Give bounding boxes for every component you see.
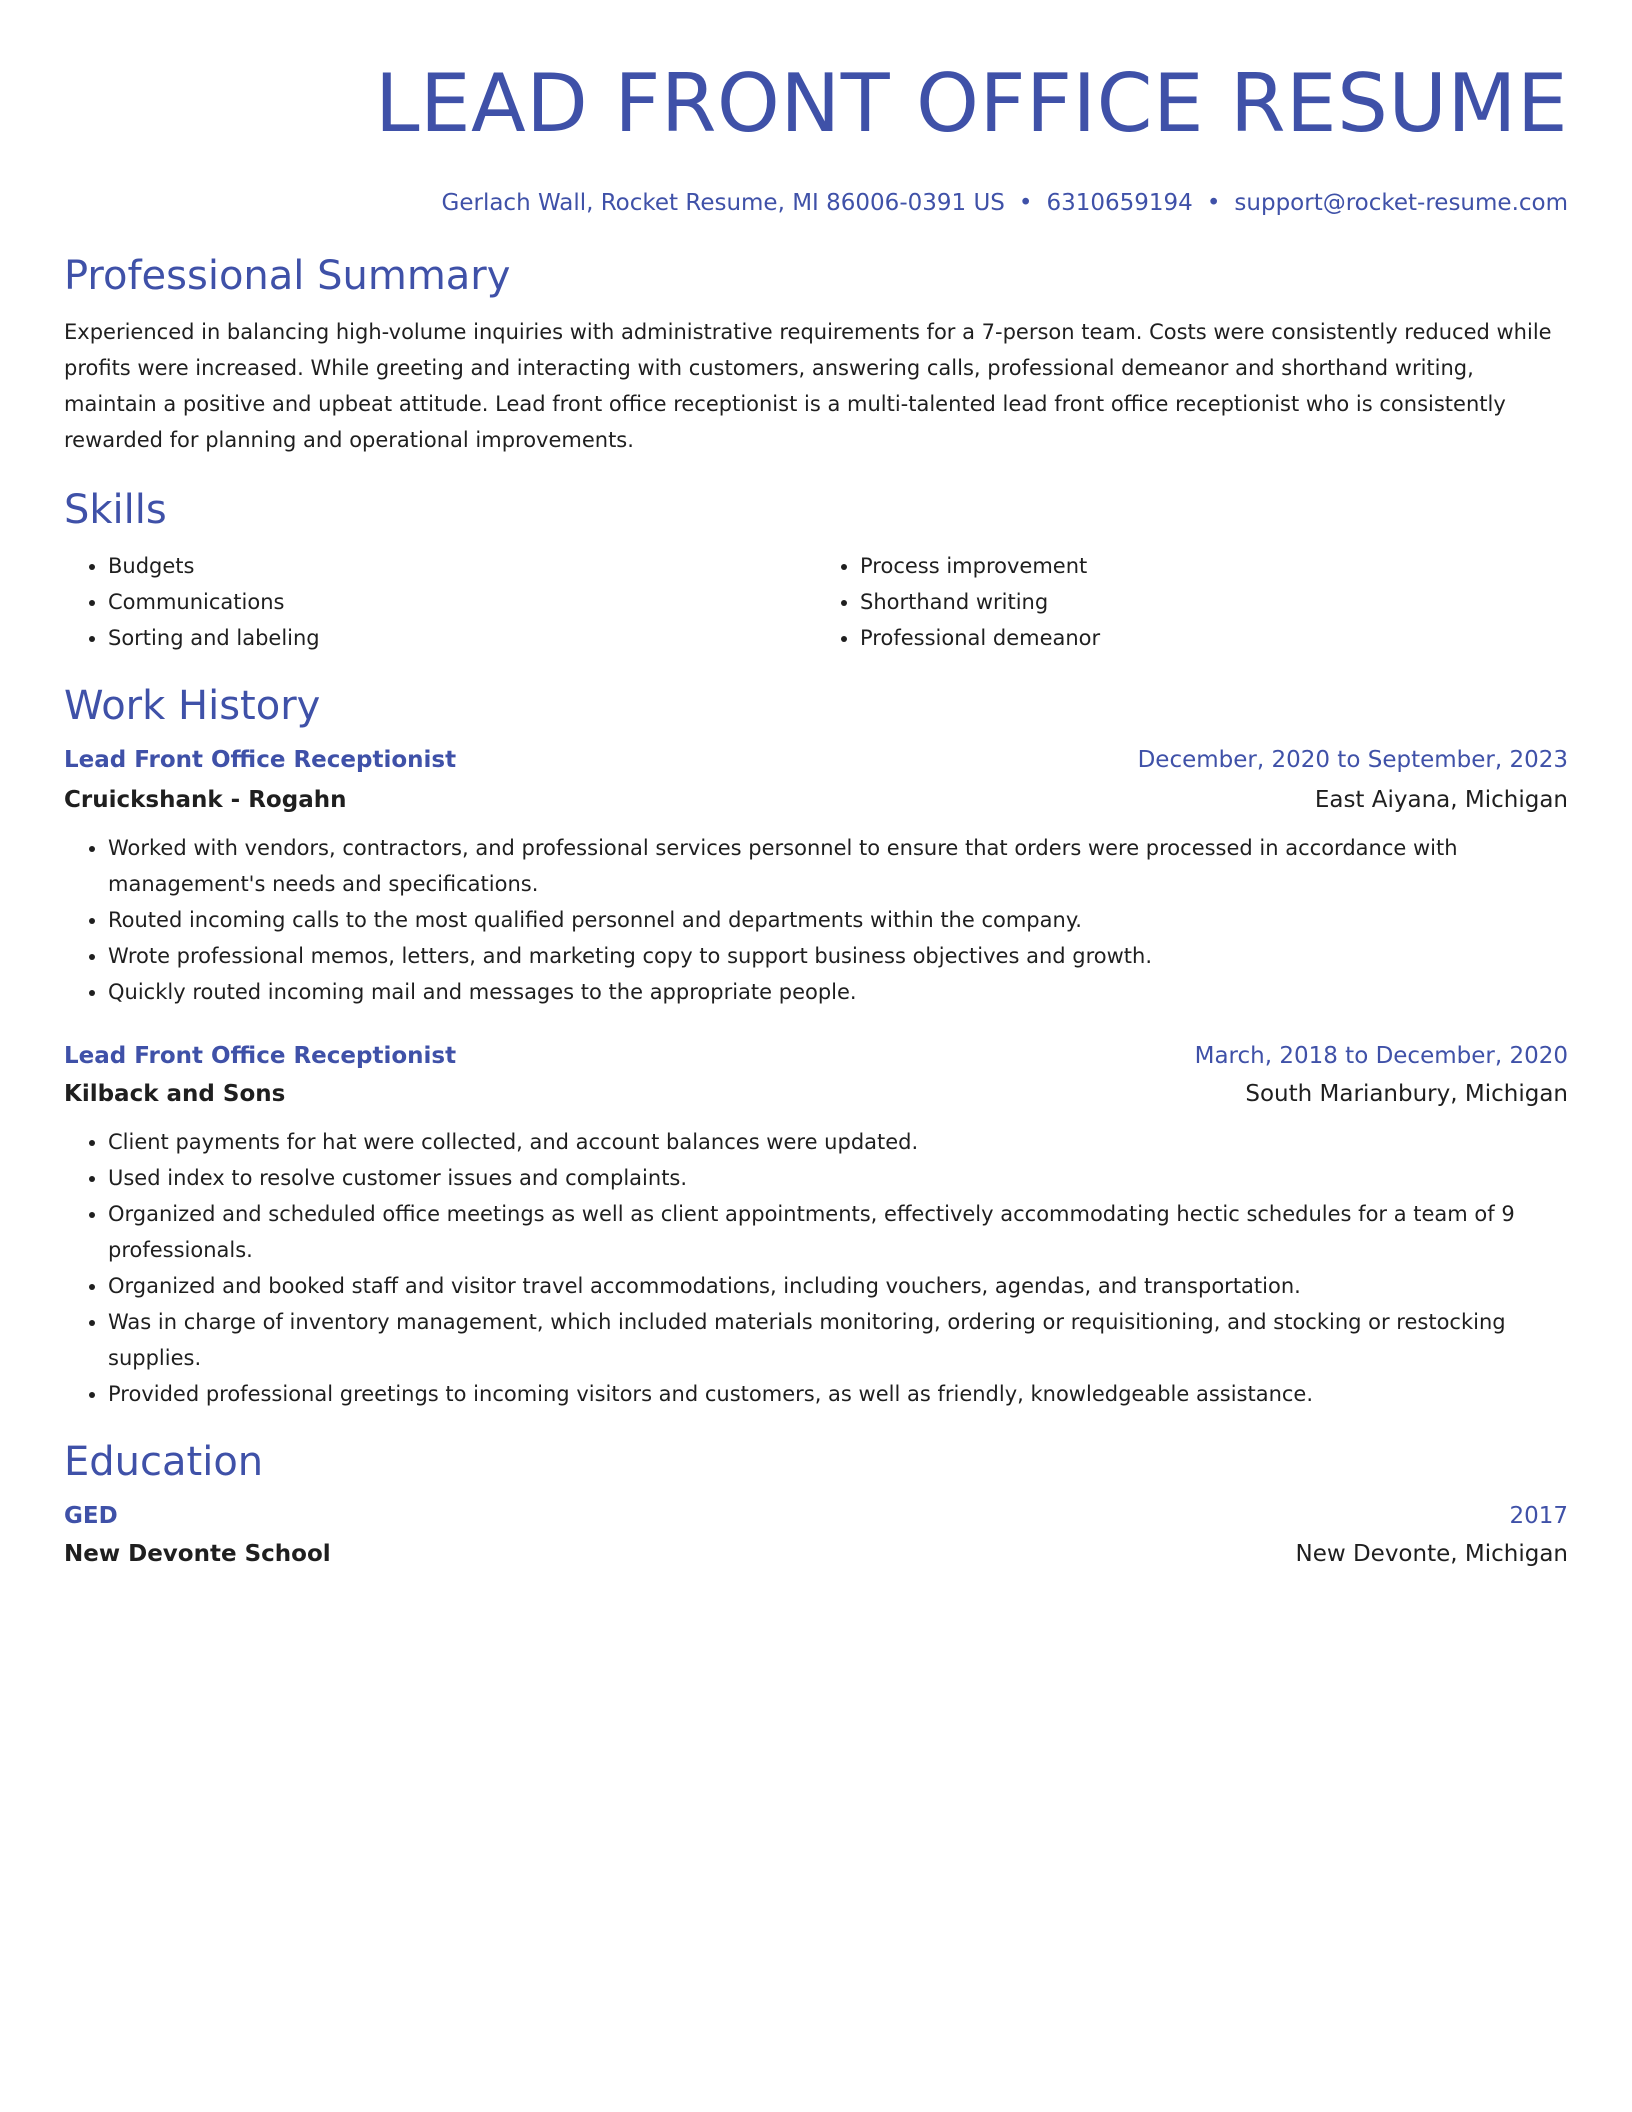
skill-item: • Professional demeanor [860, 620, 1568, 656]
job-bullets [64, 1124, 1568, 1412]
job-bullet: • Organized and scheduled office meetings as well as client appointments, effectively accommodating hectic schedules for a team of 9 professionals. [108, 1196, 1568, 1268]
contact-separator: • [1206, 190, 1221, 216]
job-bullet: • Wrote professional memos, letters, and marketing copy to support business objectives and growth. [108, 938, 1568, 974]
job-dates: March, 2018 to December, 2020 [1194, 1043, 1568, 1069]
education-header [64, 1500, 1568, 1532]
job-location: South Marianbury, Michigan [1245, 1081, 1568, 1107]
job-subheader [64, 784, 1568, 816]
education-location: New Devonte, Michigan [1295, 1541, 1568, 1567]
contact-separator: • [1018, 190, 1033, 216]
job-role: Lead Front Office Receptionist [64, 747, 457, 773]
summary-heading: Professional Summary [64, 253, 511, 299]
skills-heading: Skills [64, 487, 167, 533]
education-year: 2017 [1509, 1503, 1568, 1529]
education-degree: GED [64, 1503, 118, 1529]
job-bullet: • Routed incoming calls to the most qualified personnel and departments within the company. [108, 902, 1568, 938]
job-bullet: • Was in charge of inventory management, which included materials monitoring, ordering or requisitioning, and stocking or restocking supplies. [108, 1304, 1568, 1376]
skills-column-right [816, 548, 1568, 656]
job-role: Lead Front Office Receptionist [64, 1043, 457, 1069]
skills-list [64, 548, 1568, 656]
contact-line [64, 188, 1568, 218]
education-entry [64, 1500, 1568, 1570]
education-school: New Devonte School [64, 1541, 331, 1567]
job-bullet: • Worked with vendors, contractors, and professional services personnel to ensure that orders were processed in accordance with management's needs and specifications. [108, 830, 1568, 902]
job-header [64, 1040, 1568, 1072]
skill-item: • Communications [108, 584, 816, 620]
skill-item: • Sorting and labeling [108, 620, 816, 656]
job-bullet: • Client payments for hat were collected, and account balances were updated. [108, 1124, 1568, 1160]
education-subheader [64, 1538, 1568, 1570]
contact-phone: 6310659194 [1046, 190, 1193, 216]
job-location: East Aiyana, Michigan [1314, 787, 1568, 813]
job-bullet: • Quickly routed incoming mail and messages to the appropriate people. [108, 974, 1568, 1010]
job-bullet: • Provided professional greetings to incoming visitors and customers, as well as friendly, knowledgeable assistance. [108, 1376, 1568, 1412]
work-history-heading: Work History [64, 683, 321, 729]
summary-text: Experienced in balancing high-volume inquiries with administrative requirements for a 7-person team. Costs were consistently reduced while profits were increased. While greeting and interacting with customers, answering calls, professional demeanor and shorthand writing, maintain a positive and upbeat attitude. Lead front office receptionist is a multi-talented lead front office receptionist who is consistently rewarded for planning and operational improvements. [64, 320, 1552, 452]
skills-column-left [64, 548, 816, 656]
job-bullet: • Used index to resolve customer issues and complaints. [108, 1160, 1568, 1196]
job-company: Cruickshank - Rogahn [64, 787, 347, 813]
job-entry [64, 1040, 1568, 1412]
contact-email: support@rocket-resume.com [1234, 190, 1568, 216]
job-header [64, 744, 1568, 776]
job-company: Kilback and Sons [64, 1081, 286, 1107]
job-bullets [64, 830, 1568, 1010]
skill-item: • Process improvement [860, 548, 1568, 584]
education-heading: Education [64, 1439, 264, 1485]
job-dates: December, 2020 to September, 2023 [1137, 747, 1568, 773]
skill-item: • Budgets [108, 548, 816, 584]
page-title: LEAD FRONT OFFICE RESUME [374, 57, 1568, 150]
skill-item: • Shorthand writing [860, 584, 1568, 620]
contact-address: Gerlach Wall, Rocket Resume, MI 86006-0391 US [441, 190, 1005, 216]
job-entry [64, 744, 1568, 1010]
job-bullet: • Organized and booked staff and visitor travel accommodations, including vouchers, agendas, and transportation. [108, 1268, 1568, 1304]
job-subheader [64, 1078, 1568, 1110]
